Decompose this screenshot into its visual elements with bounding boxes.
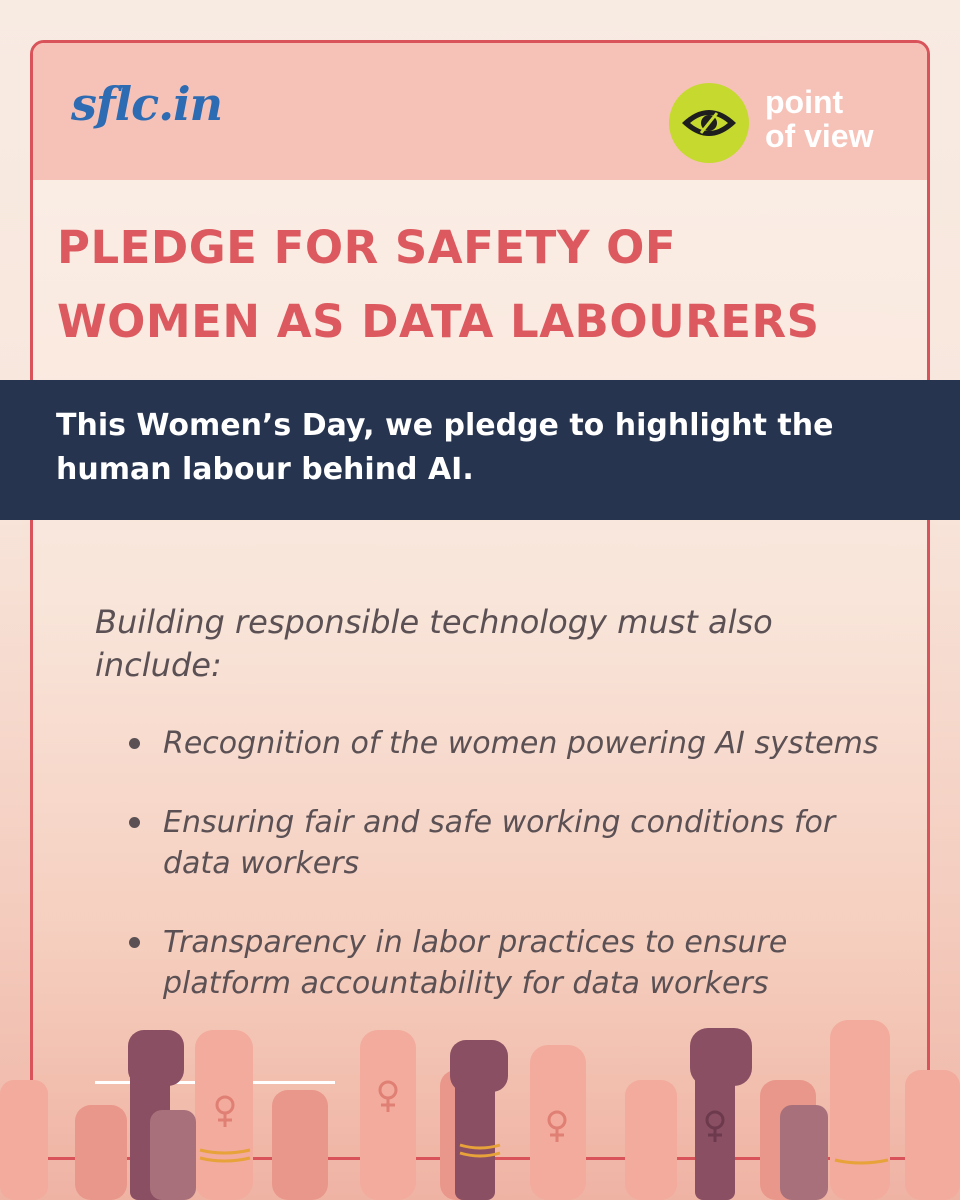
list-item-text: Ensuring fair and safe working conditions for data workers xyxy=(163,805,836,881)
title-line-2: WOMEN AS DATA LABOURERS xyxy=(57,295,820,348)
wordmark-line-1: point xyxy=(765,84,844,120)
wordmark-line-2: of view xyxy=(765,118,874,154)
pledge-banner xyxy=(0,380,960,520)
title-line-1: PLEDGE FOR SAFETY OF xyxy=(57,221,677,274)
sflc-logo: sflc.in xyxy=(71,77,223,131)
pledge-list xyxy=(129,723,909,1042)
list-item xyxy=(129,723,909,764)
pledge-card xyxy=(30,40,930,1160)
bullet-icon xyxy=(129,937,140,948)
point-of-view-logo xyxy=(669,83,899,163)
raised-fists-icon xyxy=(0,1010,960,1200)
eye-icon xyxy=(669,83,749,163)
list-item-text: Transparency in labor practices to ensure platform accountability for data workers xyxy=(163,925,788,1001)
list-item xyxy=(129,922,909,1004)
header-bar xyxy=(33,43,927,180)
point-of-view-wordmark xyxy=(765,85,873,153)
list-item xyxy=(129,802,909,884)
banner-text: This Women’s Day, we pledge to highlight the human labour behind AI. xyxy=(56,408,834,487)
bullet-icon xyxy=(129,738,140,749)
page-title xyxy=(57,211,917,359)
intro-text: Building responsible technology must also include: xyxy=(95,603,773,684)
list-item-text: Recognition of the women powering AI systems xyxy=(163,726,879,761)
bullet-icon xyxy=(129,817,140,828)
